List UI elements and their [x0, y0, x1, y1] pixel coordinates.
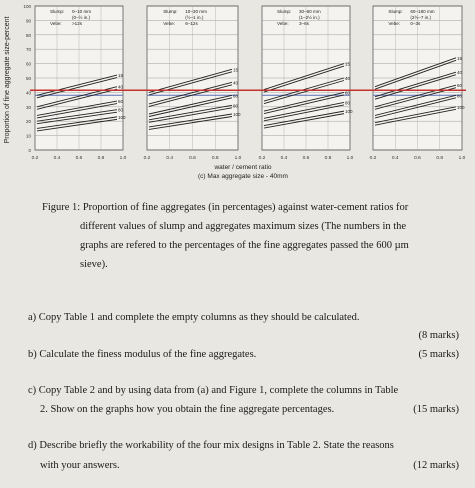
curve-label: 40: [345, 76, 351, 81]
caption-line-3: graphs are refered to the percentages of the fine aggregates passed the 600 µm: [80, 240, 409, 251]
x-tick-label: 0.6: [189, 156, 196, 161]
slump-value: 0–10 mm: [71, 9, 92, 14]
curve-label: 15: [118, 73, 124, 79]
slump-in: (½–1 in.): [185, 15, 204, 20]
x-tick-label: 1.0: [234, 156, 242, 161]
x-tick-label: 1.0: [346, 156, 354, 161]
curve-label: 15: [233, 67, 239, 73]
x-tick-label: 0.8: [97, 156, 105, 161]
curve-label: 100: [118, 114, 126, 120]
figure-subtitle: (c) Max aggregate size - 40mm: [198, 173, 288, 180]
y-tick-label: 0: [28, 148, 31, 153]
caption-line-2: different values of slump and aggregates maximum sizes (The numbers in the: [80, 221, 407, 232]
x-tick-label: 0.6: [75, 156, 83, 161]
curve-label: 15: [345, 61, 351, 67]
x-tick-label: 0.2: [258, 156, 266, 161]
slump-label: Slump:: [49, 9, 65, 14]
x-tick-label: 0.8: [211, 156, 219, 161]
y-tick-label: 20: [25, 119, 31, 125]
slump-label: Slump:: [276, 9, 292, 14]
x-tick-label: 0.2: [369, 156, 377, 161]
question-a-marks: (8 marks): [418, 330, 459, 341]
caption-line-1: Figure 1: Proportion of fine aggregates (in percentages) against water-cement ratios for: [42, 202, 409, 213]
x-tick-label: 0.8: [324, 156, 332, 161]
y-axis-label: Proportion of fine aggregate size-percent: [4, 16, 11, 144]
question-b: b) Calculate the finess modulus of the fine aggregates.: [28, 349, 257, 360]
y-tick-label: 70: [25, 47, 31, 53]
curve-label: 80: [233, 103, 239, 109]
x-axis-label: water / cement ratio: [214, 164, 272, 171]
curve-label: 15: [457, 55, 463, 61]
y-tick-label: 60: [25, 61, 31, 67]
figure-1: [0, 0, 475, 190]
curve-label: 40: [457, 70, 463, 76]
vebe-label: Vebe:: [388, 21, 401, 26]
vebe-value: 3–6s: [298, 21, 309, 26]
question-c-line-2: 2. Show on the graphs how you obtain the fine aggregate percentages.: [40, 404, 335, 415]
slump-in: (0–½ in.): [71, 15, 91, 20]
y-tick-label: 90: [25, 18, 31, 24]
curve-label: 60: [457, 83, 463, 89]
y-tick-label: 100: [23, 4, 31, 9]
caption-line-4: sieve).: [80, 259, 108, 270]
slump-label: Slump:: [388, 9, 403, 14]
curve-label: 40: [118, 84, 124, 90]
slump-value: 30–60 mm: [298, 9, 321, 14]
curve-label: 60: [233, 93, 239, 99]
slump-value: 60–180 mm: [410, 9, 435, 14]
y-tick-label: 80: [25, 32, 31, 38]
figure-caption: [42, 198, 462, 274]
slump-in: (1–2½ in.): [298, 15, 320, 20]
x-tick-label: 0.4: [280, 156, 288, 161]
y-tick-label: 50: [25, 76, 31, 81]
curve-label: 60: [345, 90, 351, 96]
curve-label: 100: [457, 104, 465, 110]
x-tick-label: 0.2: [143, 156, 151, 161]
y-tick-label: 40: [25, 90, 31, 96]
vebe-value: 0–3s: [410, 21, 421, 26]
question-b-marks: (5 marks): [418, 349, 459, 360]
curve-label: 100: [233, 112, 241, 117]
curve-label: 40: [233, 80, 239, 86]
curve-label: 80: [345, 100, 351, 106]
x-tick-label: 0.2: [31, 156, 39, 161]
question-d-line-1: d) Describe briefly the workability of the four mix designs in Table 2. State the reasons: [28, 440, 394, 451]
question-c-line-1: c) Copy Table 2 and by using data from (a) and Figure 1, complete the columns in Table: [28, 385, 399, 396]
x-tick-label: 0.8: [436, 156, 444, 161]
question-d-marks: (12 marks): [413, 460, 459, 471]
x-tick-label: 1.0: [458, 156, 466, 161]
figure-chart: [0, 0, 475, 190]
vebe-label: Vebe:: [49, 21, 62, 26]
slump-label: Slump:: [163, 9, 178, 14]
vebe-label: Vebe:: [163, 21, 175, 26]
x-tick-label: 0.6: [302, 156, 310, 161]
vebe-value: 6–12s: [185, 21, 198, 26]
x-tick-label: 0.4: [53, 156, 61, 161]
question-d-line-2: with your answers.: [40, 460, 120, 471]
x-tick-label: 0.6: [414, 156, 421, 161]
x-tick-label: 0.4: [166, 156, 174, 161]
vebe-label: Vebe:: [276, 21, 289, 26]
curve-label: 80: [118, 107, 124, 113]
question-a: a) Copy Table 1 and complete the empty columns as they should be calculated.: [28, 312, 360, 323]
question-c-marks: (15 marks): [413, 404, 459, 415]
vebe-value: >12s: [71, 21, 83, 26]
slump-value: 10–30 mm: [185, 9, 207, 14]
x-tick-label: 1.0: [119, 156, 127, 161]
y-tick-label: 30: [25, 104, 31, 110]
curve-label: 60: [118, 99, 124, 105]
x-tick-label: 0.4: [391, 156, 399, 161]
curve-label: 80: [457, 93, 463, 99]
slump-in: (2½–7 in.): [410, 15, 432, 20]
curve-label: 100: [345, 109, 353, 115]
y-tick-label: 10: [25, 133, 31, 139]
